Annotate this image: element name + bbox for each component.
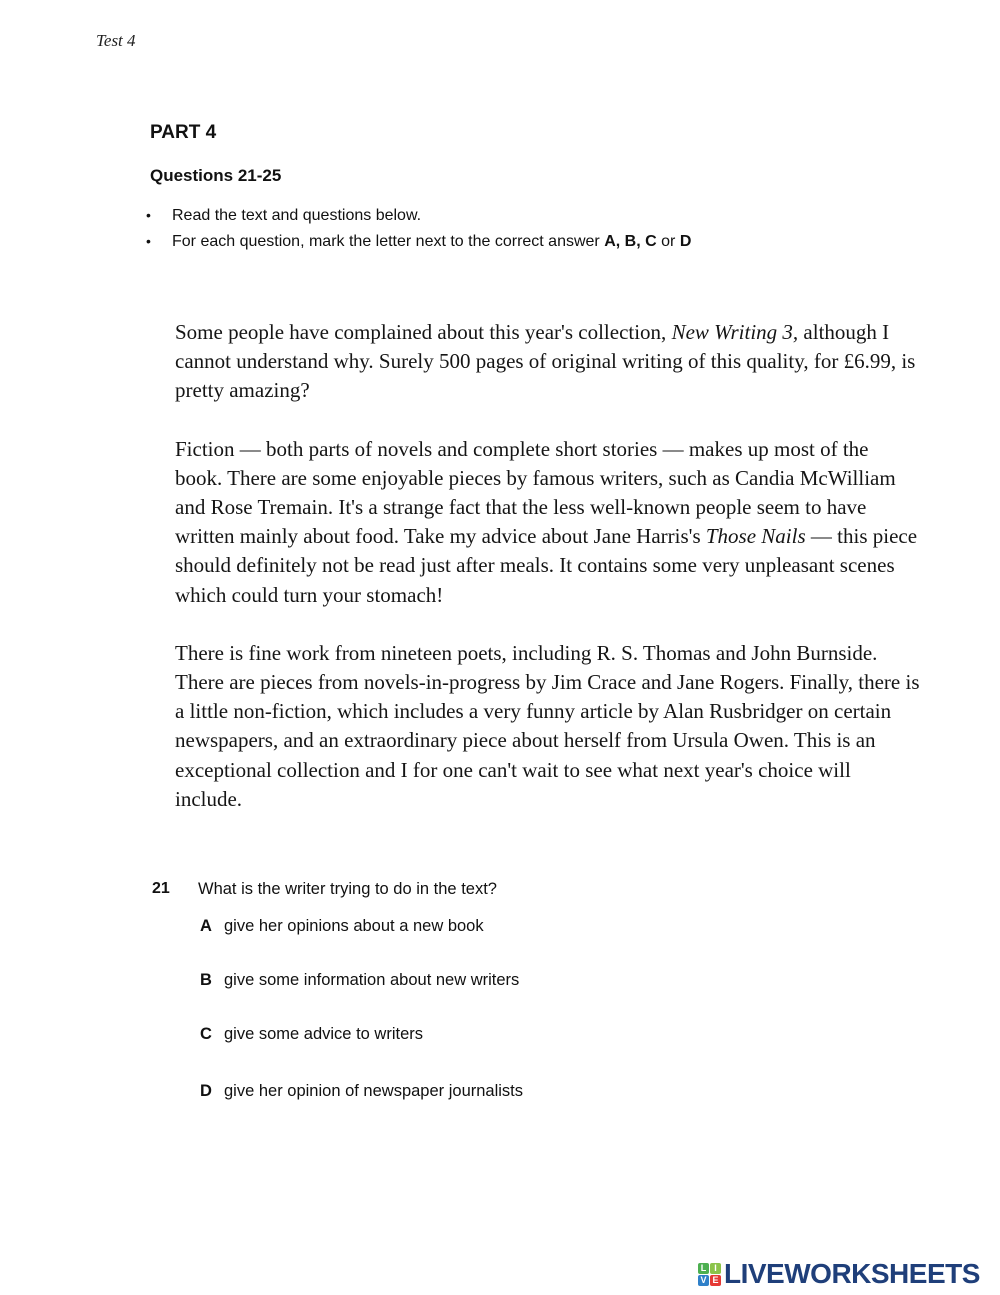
test-label: Test 4 (96, 31, 136, 50)
reading-passage (175, 318, 920, 843)
bullet-icon: • (146, 207, 151, 223)
answer-letter: D (679, 233, 692, 250)
logo-tile: I (710, 1263, 721, 1274)
part-title: PART 4 (150, 122, 217, 143)
question-text: What is the writer trying to do in the text? (198, 880, 497, 898)
paragraph-text: Some people have complained about this year's collection, (175, 320, 672, 344)
passage-paragraph (175, 435, 920, 610)
logo-text: LIVEWORKSHEETS (724, 1258, 980, 1289)
option-text: give her opinion of newspaper journalists (224, 1082, 524, 1100)
option-letter: B (200, 971, 212, 989)
paragraph-text: There is fine work from nineteen poets, including R. S. Thomas and John Burnside. There are pieces from novels-in-progress by Jim Crace and Jane Rogers. Finally, there is a little non-fiction, which includes a very funny article by Alan Rusbridger on certain newspapers, and an extraordinary piece about herself from Ursula Owen. This is an exceptional collection and I for one can't wait to see what next year's choice will include. (175, 640, 920, 811)
option-b[interactable] (200, 971, 519, 990)
passage-paragraph (175, 318, 920, 406)
bullet-icon: • (146, 233, 151, 249)
option-letter: C (200, 1025, 212, 1043)
option-d[interactable] (200, 1082, 523, 1101)
logo-tile: L (698, 1263, 709, 1274)
logo-tile: V (698, 1275, 709, 1286)
answer-letter: B, (624, 233, 641, 250)
option-a[interactable] (200, 917, 484, 936)
option-text: give her opinions about a new book (224, 917, 484, 935)
paragraph-text: Fiction — both parts of novels and complete short stories — makes up most of the book. There are some enjoyable pieces by famous writers, such as Candia McWilliam and Rose Tremain. It's a strange fact that the less well-known people seem to have written mainly about food. Take my advice about Jane Harris's (175, 436, 896, 549)
paragraph-text: — this piece should definitely not be read just after meals. It contains some very unpleasant scenes which could turn your stomach! (175, 524, 918, 607)
questions-range-heading: Questions 21-25 (150, 166, 282, 185)
option-text: give some information about new writers (224, 971, 520, 989)
passage-paragraph (175, 639, 920, 814)
instruction-text: For each question, mark the letter next to the correct answer (172, 233, 600, 250)
paragraph-text: although I cannot understand why. Surely 500 pages of original writing of this quality, for £6.99, is pretty amazing? (175, 320, 916, 403)
answer-letter: C (645, 233, 657, 250)
instruction-item (146, 230, 691, 256)
instruction-item (146, 204, 691, 230)
or-text: or (661, 233, 676, 250)
option-letter: D (200, 1082, 212, 1100)
option-letter: A (200, 917, 212, 935)
option-c[interactable] (200, 1025, 423, 1044)
instruction-text: Read the text and questions below. (172, 207, 422, 224)
answer-letter: A, (604, 233, 621, 250)
option-text: give some advice to writers (224, 1025, 423, 1043)
liveworksheets-logo (698, 1260, 980, 1288)
logo-tile: E (710, 1275, 721, 1286)
question-number: 21 (152, 880, 170, 897)
story-title: Those Nails (705, 524, 806, 549)
book-title: New Writing 3, (671, 320, 799, 344)
instructions-list (146, 204, 691, 256)
logo-tiles-icon (698, 1263, 721, 1286)
